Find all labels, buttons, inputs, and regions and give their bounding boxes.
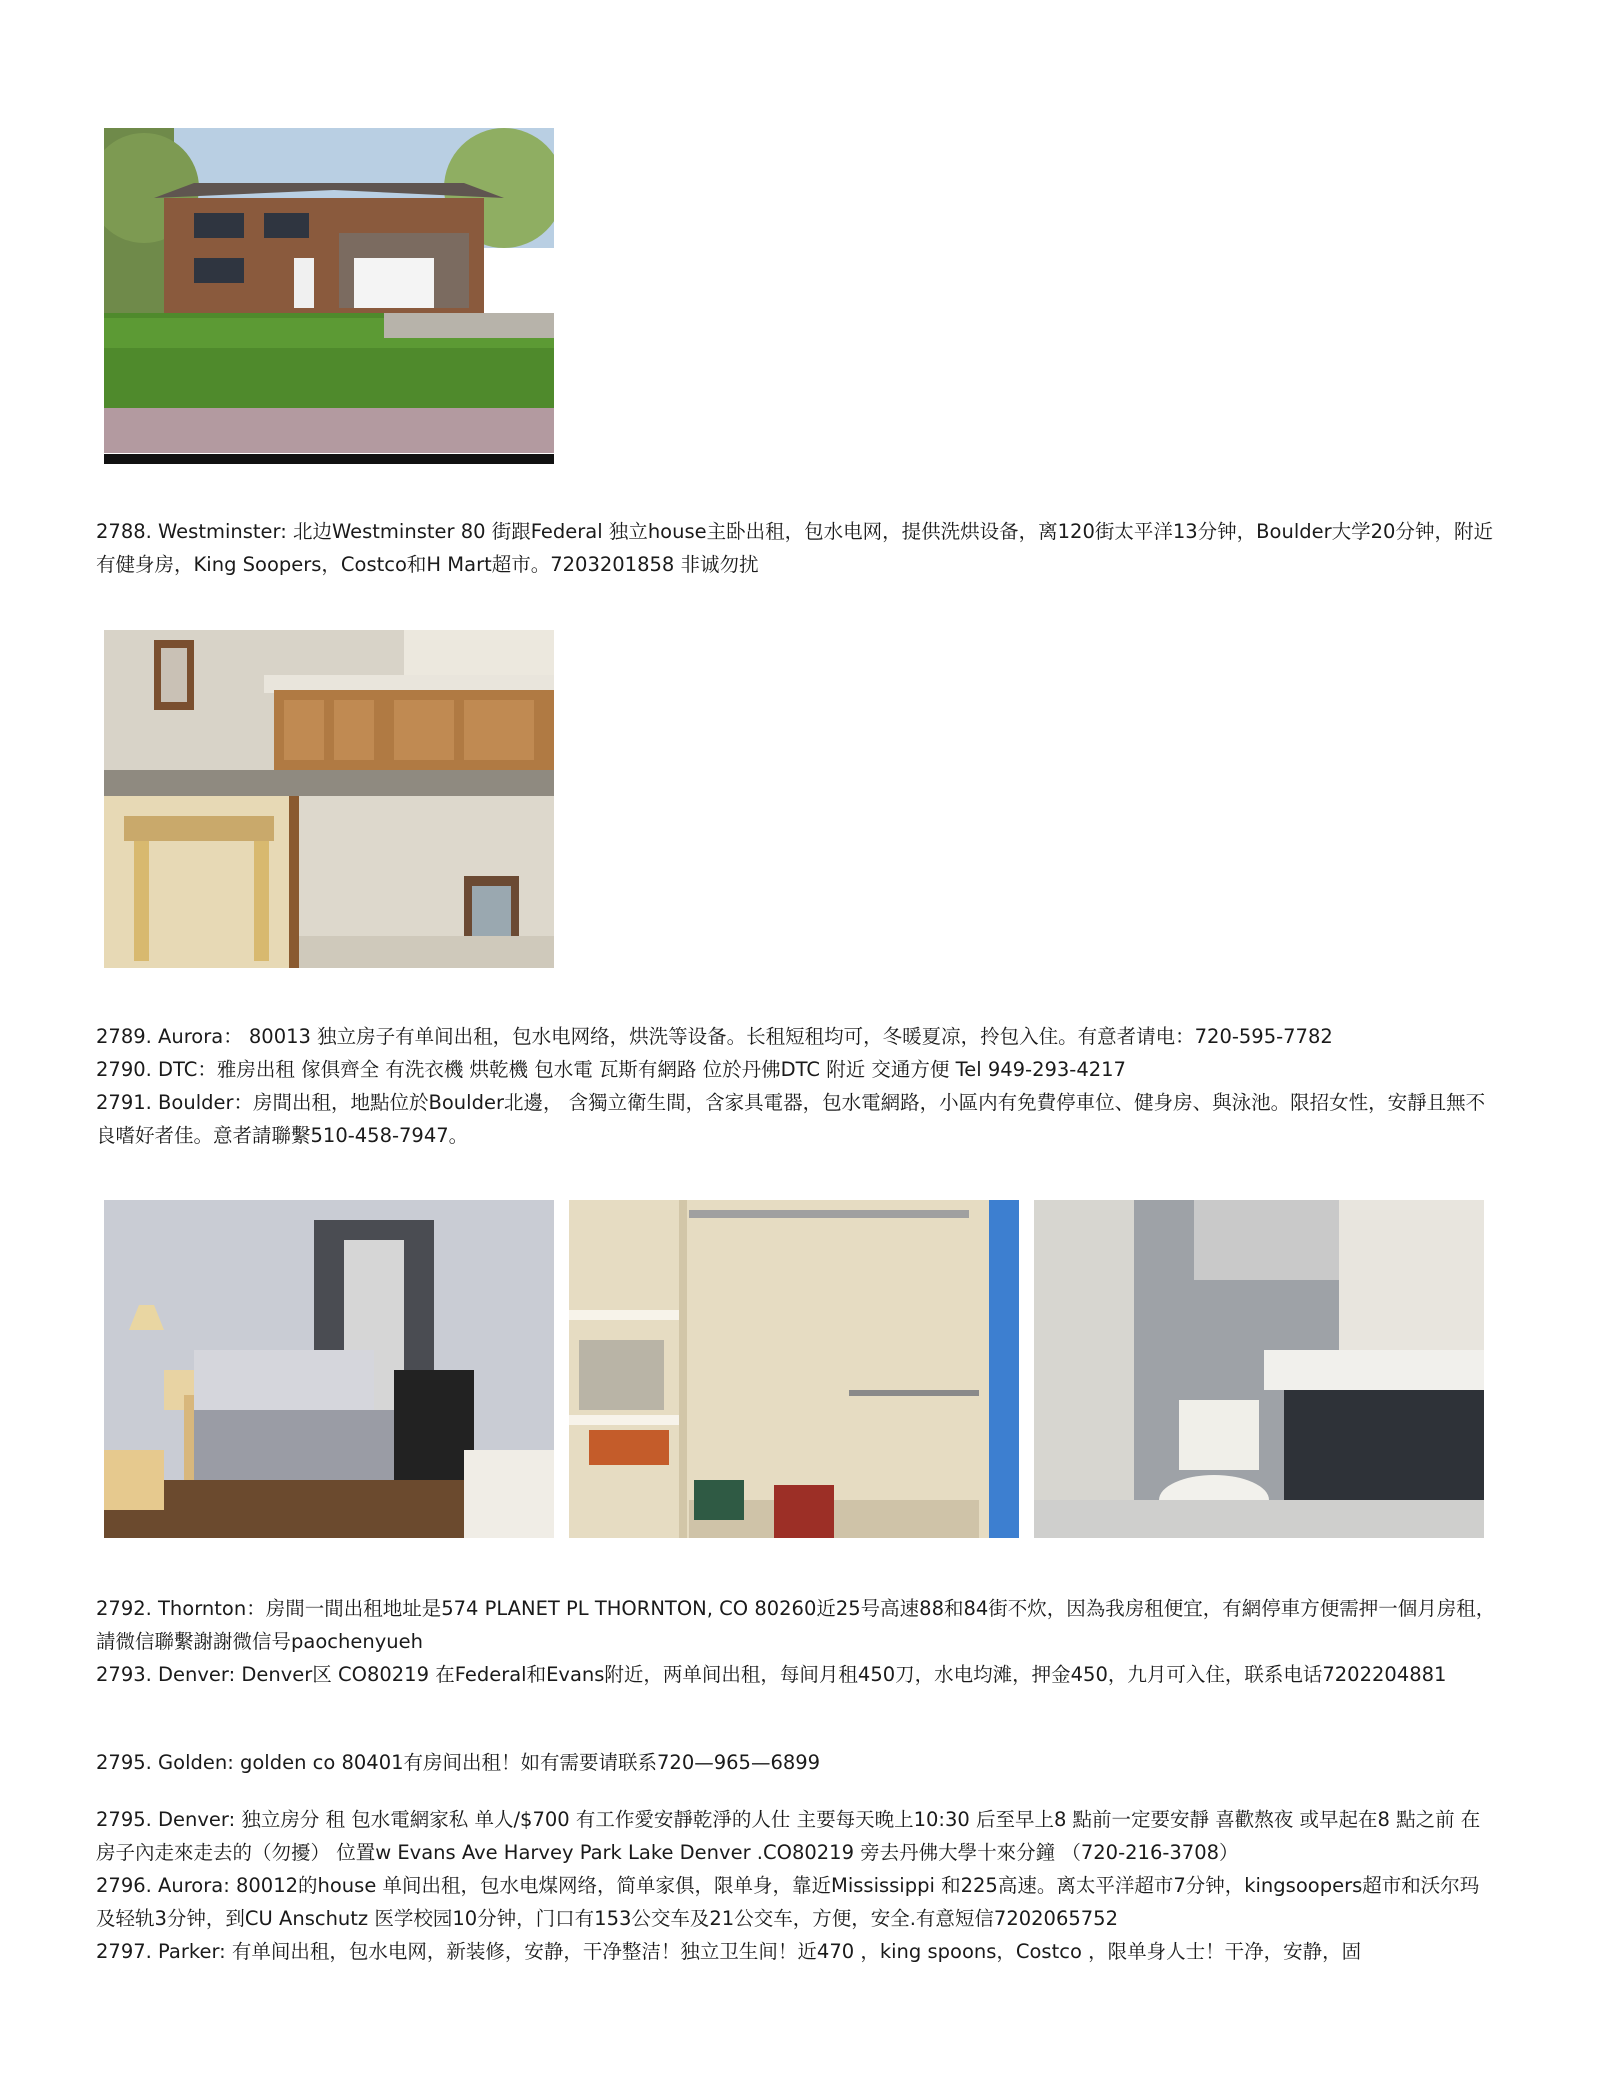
- closet-photo: [104, 796, 554, 968]
- listing-2792: 2792. Thornton：房間一間出租地址是574 PLANET PL THORNTON, CO 80260近25号高速88和84街不炊，因為我房租便宜，有網停車方便需押一個月房租，請微信聯繫謝謝微信号paochenyueh: [96, 1597, 1496, 1653]
- bedroom-photo: [104, 1200, 554, 1538]
- bathroom-vanity-photo: [104, 630, 554, 796]
- listing-2795-golden: 2795. Golden: golden co 80401有房间出租！如有需要请联系720—965—6899: [96, 1751, 821, 1774]
- listing-2797: 2797. Parker: 有单间出租，包水电网，新装修，安静，干净整洁！独立卫生间！近470 ，king spoons，Costco ，限单身人士！干净，安静，固: [96, 1940, 1362, 1963]
- listings-block-2789-2791: [96, 1020, 1496, 1152]
- listing-2790: 2790. DTC：雅房出租 傢俱齊全 有洗衣機 烘乾機 包水電 瓦斯有網路 位於丹佛DTC 附近 交通方便 Tel 949-293-4217: [96, 1058, 1126, 1081]
- listings-block-2792-2793: [96, 1592, 1496, 1691]
- walk-in-closet-photo: [569, 1200, 1019, 1538]
- bathroom-photo: [1034, 1200, 1484, 1538]
- house-exterior-photo: [104, 128, 554, 464]
- listing-2793: 2793. Denver: Denver区 CO80219 在Federal和Evans附近，两单间出租，每间月租450刀，水电均滩，押金450，九月可入住，联系电话7202204881: [96, 1663, 1447, 1686]
- listing-2791: 2791. Boulder：房間出租，地點位於Boulder北邊， 含獨立衛生間，含家具電器，包水電網路，小區内有免費停車位、健身房、與泳池。限招女性，安靜且無不良嗜好者佳。意者請聯繫510-458-7947。: [96, 1091, 1486, 1147]
- listing-2789: 2789. Aurora： 80013 独立房子有单间出租，包水电网络，烘洗等设备。长租短租均可，冬暖夏凉，拎包入住。有意者请电：720-595-7782: [96, 1025, 1333, 1048]
- listing-2788: 2788. Westminster: 北边Westminster 80 街跟Federal 独立house主卧出租，包水电网，提供洗烘设备，离120街太平洋13分钟，Boulder大学20分钟，附近有健身房，King Soopers，Costco和H Mart超市。7203201858 非诚勿扰: [96, 520, 1493, 576]
- listings-block-2795-2797: [96, 1803, 1496, 1968]
- listing-2795-denver: 2795. Denver: 独立房分 租 包水電網家私 单人/$700 有工作愛安靜乾淨的人仕 主要每天晚上10:30 后至早上8 點前一定要安靜 喜歡熬夜 或早起在8 點之前 在房子內走來走去的（勿擾） 位置w Evans Ave Harvey Park Lake Denver .CO80219 旁去丹佛大學十來分鐘 （720-216-3708）: [96, 1808, 1481, 1864]
- listing-2796: 2796. Aurora: 80012的house 单间出租，包水电煤网络，简单家俱，限单身，靠近Mississippi 和225高速。离太平洋超市7分钟，kingsoopers超市和沃尔玛及轻轨3分钟，到CU Anschutz 医学校园10分钟，门口有153公交车及21公交车，方便，安全.有意短信7202065752: [96, 1874, 1480, 1930]
